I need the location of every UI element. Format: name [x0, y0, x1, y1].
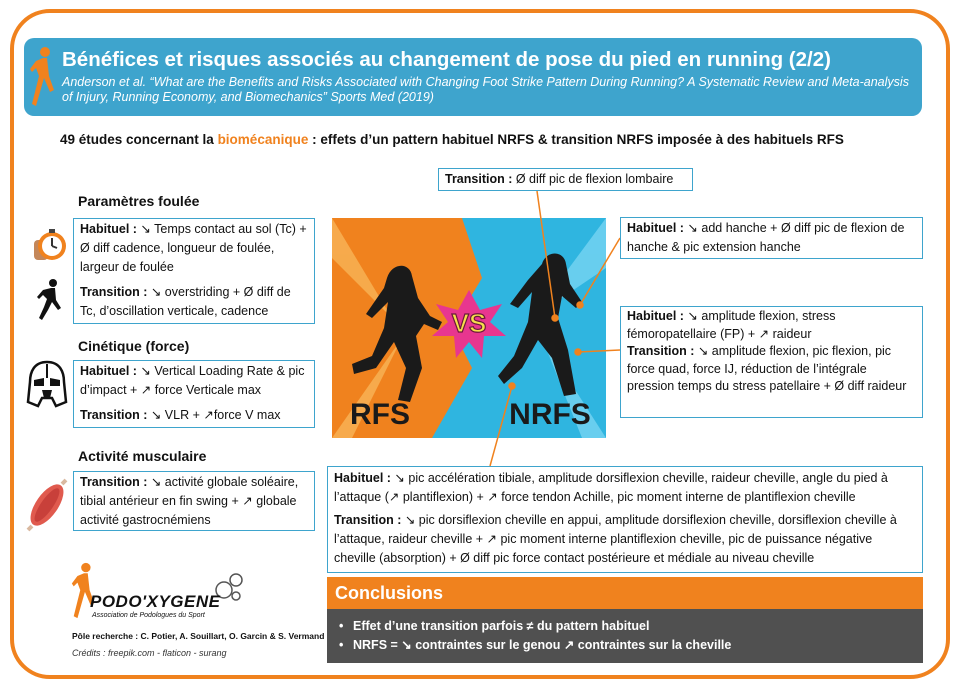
credits: Crédits : freepik.com - flaticon - surang — [72, 648, 227, 658]
cheville-habituel-label: Habituel : — [334, 471, 391, 485]
cheville-habituel-text: ↘ pic accélération tibiale, amplitude dorsiflexion cheville, raideur cheville, angle du pied à l’attaque (↗ plantiflexion) + ↗ force tendon Achille, pic moment interne de plantiflexion cheville — [334, 471, 888, 504]
genou-callout — [620, 306, 923, 418]
cheville-transition-label: Transition : — [334, 513, 402, 527]
genou-habituel-label: Habituel : — [627, 309, 684, 323]
vs-label: VS — [451, 308, 487, 338]
lombaire-callout — [438, 168, 693, 191]
conclusions-body — [327, 609, 923, 663]
cinetique-transition-label: Transition : — [80, 408, 148, 422]
subtitle-highlight: biomécanique — [217, 132, 309, 147]
cheville-callout — [327, 466, 923, 573]
nrfs-label: NRFS — [509, 398, 591, 431]
musculaire-transition-label: Transition : — [80, 475, 148, 489]
genou-transition-text: ↘ amplitude flexion, pic flexion, pic force quad, force IJ, réduction de l’intégrale pression temps du stress patellaire + Ø diff raideur — [627, 344, 907, 393]
conclusions-title: Conclusions — [327, 577, 923, 609]
hanche-text: ↘ add hanche + Ø diff pic de flexion de hanche & pic extension hanche — [627, 221, 905, 254]
conclusion-item: • Effet d’une transition parfois ≠ du pattern habituel — [353, 617, 923, 636]
research-team: Pôle recherche : C. Potier, A. Souillart, O. Garcin & S. Vermand — [72, 631, 325, 641]
hanche-callout — [620, 217, 923, 259]
cinetique-transition-text: ↘ VLR + ↗force V max — [147, 408, 281, 422]
cinetique-habituel-text: ↘ Vertical Loading Rate & pic d’impact + ↗ force Verticale max — [80, 364, 305, 397]
section-title-cinetique: Cinétique (force) — [78, 338, 190, 354]
foulee-habituel-label: Habituel : — [80, 222, 137, 236]
lombaire-text: Ø diff pic de flexion lombaire — [512, 172, 674, 186]
page-title: Bénéfices et risques associés au changement de pose du pied en running (2/2) — [62, 48, 831, 71]
cheville-transition-text: ↘ pic dorsiflexion cheville en appui, amplitude dorsiflexion cheville, dorsiflexion cheville à l’attaque, raideur cheville + ↗ pic moment interne plantiflexion cheville, pic de puissance négative cheville (absorption) + Ø diff pic force contact postérieure et médiale au niveau cheville — [334, 513, 897, 565]
foulee-habituel-text: ↘ Temps contact au sol (Tc) + Ø diff cadence, longueur de foulée, largeur de foulée — [80, 222, 307, 274]
section-title-musculaire: Activité musculaire — [78, 448, 207, 464]
section-title-foulee: Paramètres foulée — [78, 193, 200, 209]
conclusion-item: • NRFS = ↘ contraintes sur le genou ↗ contraintes sur la cheville — [353, 636, 923, 655]
reference-citation: Anderson et al. “What are the Benefits and Risks Associated with Changing Foot Strike Pattern During Running? A Systematic Review and Meta-analysis of Injury, Running Economy, and Biomechanics” Sports Med (2019) — [62, 75, 909, 104]
brand-subtitle: Association de Podologues du Sport — [92, 612, 205, 619]
genou-habituel-text: ↘ amplitude flexion, stress fémoropatellaire (FP) + ↗ raideur — [627, 309, 836, 341]
hanche-label: Habituel : — [627, 221, 684, 235]
foulee-transition-label: Transition : — [80, 285, 148, 299]
rfs-label: RFS — [350, 398, 410, 431]
subtitle-after: : effets d’un pattern habituel NRFS & transition NRFS imposée à des habituels RFS — [308, 132, 844, 147]
foulee-transition-text: ↘ overstriding + Ø diff de Tc, d’oscillation verticale, cadence — [80, 285, 291, 318]
lombaire-label: Transition : — [445, 172, 513, 186]
cinetique-habituel-label: Habituel : — [80, 364, 137, 378]
genou-transition-label: Transition : — [627, 344, 695, 358]
brand-name: PODO'XYGENE — [90, 592, 221, 611]
subtitle-before: 49 études concernant la — [60, 132, 218, 147]
musculaire-transition-text: ↘ activité globale soléaire, tibial antérieur en fin swing + ↗ globale activité gastrocnémiens — [80, 475, 299, 527]
